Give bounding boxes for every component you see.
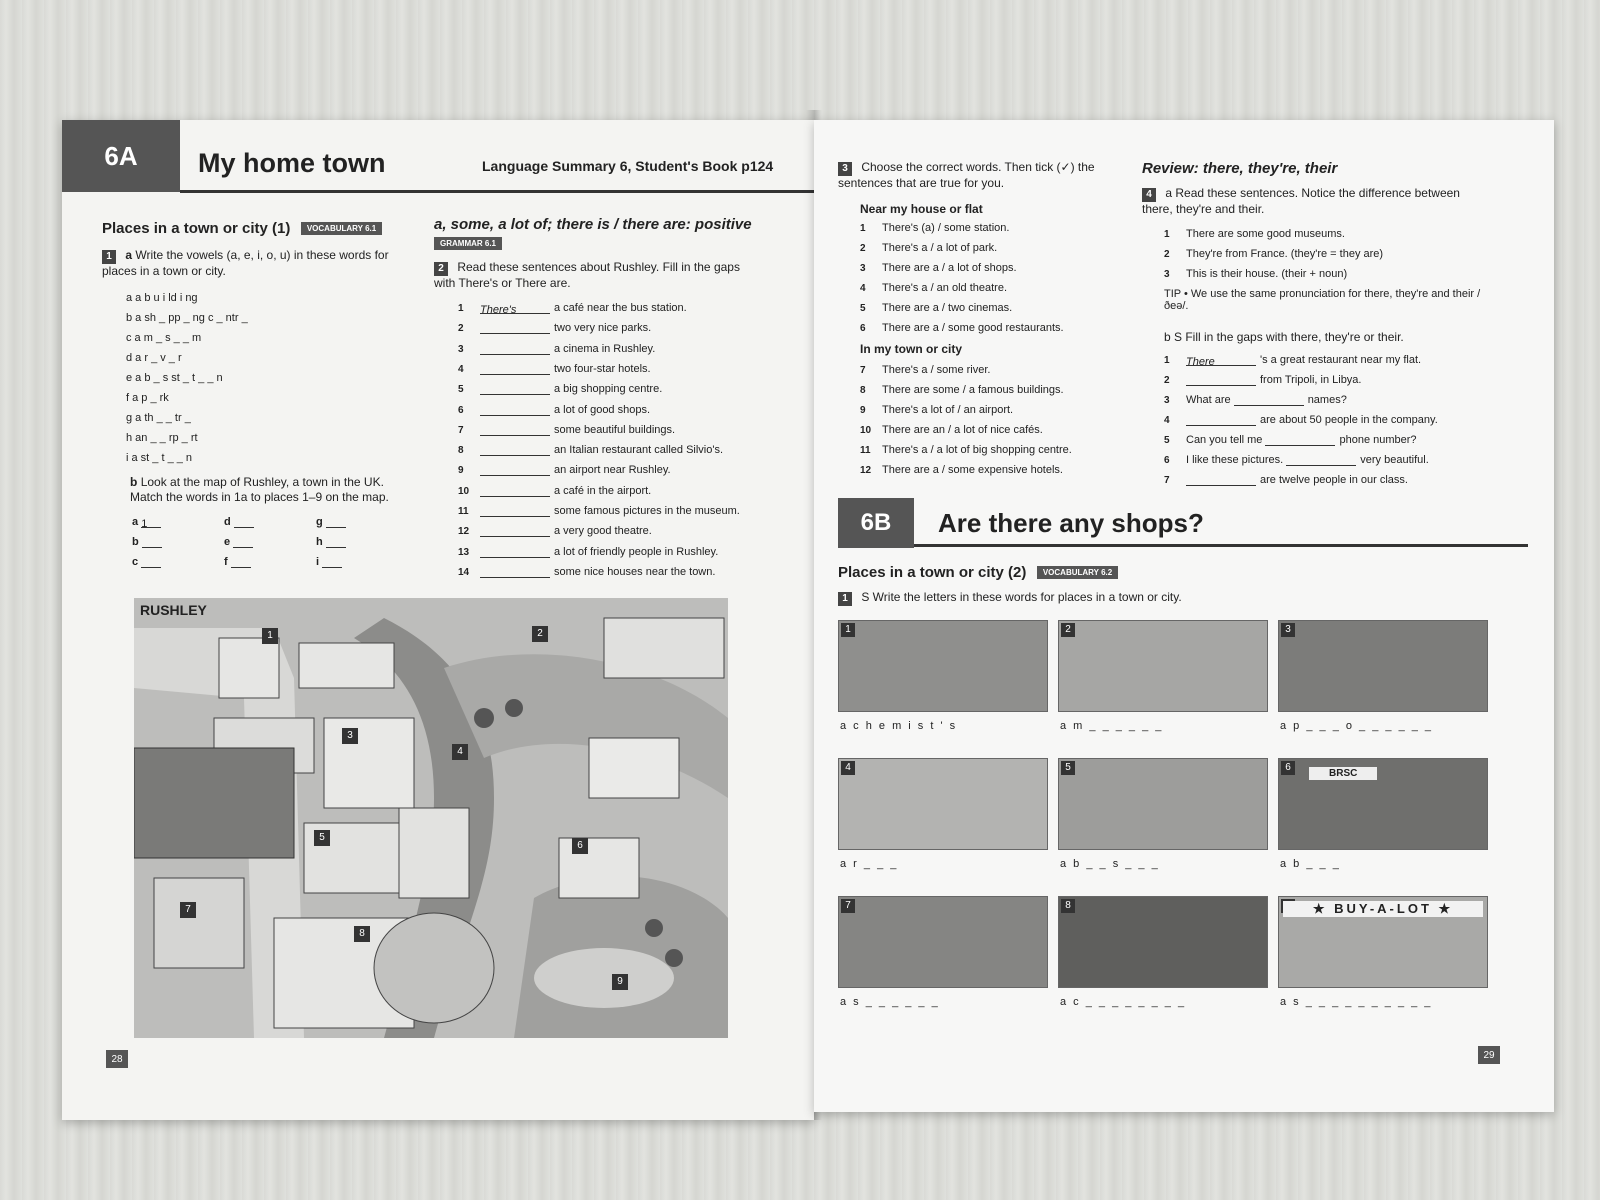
section-vocabulary-1 [102, 220, 402, 238]
answer-blank[interactable] [480, 568, 550, 578]
exercise-number: 3 [838, 162, 852, 176]
exercise-4a-item [1164, 248, 1383, 260]
exercise-1-6b [838, 590, 1182, 606]
item-text: There are a / a lot of shops. [882, 262, 1017, 274]
item-number: 4 [1164, 415, 1170, 426]
instruction: Look at the map of Rushley, a town in the UK. Match the words in 1a to places 1–9 on the map. [130, 475, 389, 504]
grammar-badge: GRAMMAR 6.1 [434, 237, 502, 250]
match-item [132, 516, 165, 528]
exercise-2-item [458, 424, 675, 436]
item-number: 2 [860, 243, 866, 254]
section-title: Places in a town or city (2) [838, 564, 1027, 581]
item-number: 12 [860, 465, 872, 476]
exercise-3-item [860, 384, 1064, 396]
item-number: 10 [458, 485, 470, 497]
exercise-3-item [860, 444, 1072, 456]
map-marker: 5 [314, 830, 330, 846]
picture-label[interactable]: a c h e m i s t ' s [840, 720, 958, 732]
answer-blank[interactable] [1265, 436, 1335, 446]
exercise-2-item [458, 505, 740, 517]
item-text: names? [1307, 394, 1347, 406]
section-title: a, some, a lot of; there is / there are: positive [434, 216, 752, 233]
item-number: 5 [860, 303, 866, 314]
map-marker: 7 [180, 902, 196, 918]
picture-label[interactable]: a m _ _ _ _ _ _ [1060, 720, 1164, 732]
exercise-4a-item [1164, 268, 1347, 280]
exercise-1a [102, 248, 402, 279]
item-text: two four-star hotels. [554, 362, 651, 375]
picture-number: 7 [841, 899, 855, 913]
subheading-near-home [860, 202, 983, 217]
exercise-3-item [860, 222, 1009, 234]
item-text: a very good theatre. [554, 525, 652, 538]
match-answer[interactable] [234, 518, 254, 528]
exercise-number: 1 [838, 592, 852, 606]
answer-blank[interactable] [1286, 456, 1356, 466]
map-marker: 6 [572, 838, 588, 854]
exercise-4b-item [1164, 354, 1421, 366]
bank-sign: BRSC [1309, 767, 1377, 780]
item-number: 5 [458, 384, 464, 396]
answer-blank[interactable] [1186, 376, 1256, 386]
item-number: 6 [458, 404, 464, 416]
map-title: RUSHLEY [140, 602, 207, 618]
answer-blank[interactable] [480, 426, 550, 436]
section-vocabulary-2 [838, 564, 1118, 582]
place-picture-2 [1058, 620, 1268, 712]
item-number: 13 [458, 546, 470, 558]
part-label: b [130, 475, 138, 489]
exercise-2-item [458, 444, 723, 456]
vowel-item: d a r _ v _ r [126, 352, 182, 364]
vowel-item: c a m _ s _ _ m [126, 332, 202, 344]
exercise-2 [434, 260, 764, 291]
picture-label[interactable]: a p _ _ _ o _ _ _ _ _ _ [1280, 720, 1434, 732]
vowel-item: g a th _ _ tr _ [126, 412, 191, 424]
exercise-4b: b S Fill in the gaps with there, they're or their. [1164, 330, 1404, 344]
item-number: 9 [458, 465, 464, 477]
vocabulary-badge: VOCABULARY 6.2 [1037, 566, 1118, 579]
place-picture-5 [1058, 758, 1268, 850]
picture-label[interactable]: a c _ _ _ _ _ _ _ _ [1060, 996, 1187, 1008]
item-text: some famous pictures in the museum. [554, 505, 740, 517]
exercise-number: 4 [1142, 188, 1156, 202]
item-number: 3 [458, 343, 464, 355]
exercise-4b-item [1164, 434, 1417, 446]
item-number: 1 [458, 303, 464, 314]
picture-label[interactable]: a b _ _ _ [1280, 858, 1341, 870]
left-page [62, 120, 814, 1120]
item-text: There are some good museums. [1186, 228, 1345, 240]
answer-blank[interactable] [1186, 476, 1256, 486]
item-number: 4 [458, 363, 464, 375]
exercise-4b-item [1164, 374, 1361, 386]
item-text: There's (a) / some station. [882, 222, 1010, 234]
item-number: 11 [860, 445, 871, 456]
match-letter: h [316, 536, 326, 548]
exercise-1b [130, 475, 400, 505]
unit-title: Are there any shops? [938, 508, 1204, 538]
item-text: a café near the bus station. [554, 302, 687, 314]
unit-header-6b [838, 498, 1528, 548]
match-letter: i [316, 556, 323, 568]
picture-number: 1 [841, 623, 855, 637]
match-item [224, 556, 255, 568]
exercise-4b-item [1164, 414, 1438, 426]
exercise-4a-item [1164, 228, 1345, 240]
map-marker: 9 [612, 974, 628, 990]
supermarket-sign: ★ BUY-A-LOT ★ [1283, 901, 1483, 917]
vowel-item: f a p _ rk [126, 392, 169, 404]
exercise-2-item [458, 383, 662, 395]
rushley-map [134, 598, 728, 1038]
item-text: They're from France. (they're = they are) [1186, 248, 1384, 260]
match-item [316, 536, 350, 548]
item-number: 1 [1164, 355, 1170, 366]
section-grammar-1 [434, 216, 764, 251]
answer-blank[interactable] [480, 446, 550, 456]
match-item [132, 536, 166, 548]
place-picture-8 [1058, 896, 1268, 988]
item-text: a big shopping centre. [554, 383, 663, 396]
item-text: There's a / an old theatre. [882, 282, 1008, 294]
match-answer[interactable] [141, 558, 161, 568]
item-number: 3 [1164, 269, 1170, 280]
item-number: 6 [1164, 455, 1170, 466]
place-picture-7 [838, 896, 1048, 988]
answer-blank[interactable] [480, 487, 550, 497]
map-marker: 3 [342, 728, 358, 744]
exercise-3-item [860, 464, 1063, 476]
item-number: 5 [1164, 435, 1170, 446]
picture-number: 2 [1061, 623, 1075, 637]
item-text: This is their house. (their + noun) [1186, 268, 1348, 280]
match-answer[interactable] [326, 518, 346, 528]
right-page [814, 120, 1554, 1112]
item-text: a lot of good shops. [554, 403, 651, 416]
item-text: are twelve people in our class. [1260, 474, 1408, 486]
match-answer[interactable]: 1 [141, 518, 161, 528]
match-letter: f [224, 556, 231, 568]
unit-header [62, 120, 814, 192]
match-letter: b [132, 536, 142, 548]
exercise-2-item [458, 322, 651, 334]
item-number: 2 [1164, 375, 1170, 386]
review-title: Review: there, they're, their [1142, 160, 1338, 177]
place-picture-6 [1278, 758, 1488, 850]
page-number: 28 [106, 1050, 128, 1068]
exercise-2-item [458, 525, 652, 537]
part-label: a [125, 248, 133, 262]
match-answer[interactable] [142, 538, 162, 548]
subheading-text: Near my house or flat [860, 202, 983, 216]
exercise-4b-item [1164, 454, 1429, 466]
page-number: 29 [1478, 1046, 1500, 1064]
exercise-3-item [860, 242, 997, 254]
match-item [316, 516, 350, 528]
vowel-item: b a sh _ pp _ ng c _ ntr _ [126, 312, 248, 324]
item-number: 7 [1164, 475, 1170, 486]
exercise-number: 1 [102, 250, 116, 264]
item-number: 8 [458, 445, 464, 457]
item-number: 8 [860, 385, 866, 396]
exercise-2-item [458, 404, 650, 416]
item-number: 2 [458, 323, 464, 335]
item-prefix: I like these pictures. [1186, 454, 1287, 466]
item-text: There's a / a lot of park. [882, 242, 998, 254]
item-text: an airport near Rushley. [554, 464, 671, 477]
instruction: Read these sentences about Rushley. Fill in the gaps with There's or There are. [434, 260, 740, 290]
item-prefix: What are [1186, 394, 1234, 406]
item-text: a lot of friendly people in Rushley. [554, 545, 719, 558]
exercise-4b-item [1164, 474, 1408, 486]
match-item [224, 536, 257, 548]
item-prefix: Can you tell me [1186, 434, 1266, 446]
exercise-2-item [458, 485, 651, 497]
vocabulary-badge: VOCABULARY 6.1 [301, 222, 382, 235]
map-marker: 8 [354, 926, 370, 942]
answer-blank[interactable] [480, 466, 550, 476]
item-number: 9 [860, 405, 866, 416]
header-rule [180, 190, 814, 193]
match-answer[interactable] [231, 558, 251, 568]
match-answer[interactable] [326, 538, 346, 548]
exercise-3-item [860, 282, 1007, 294]
instruction: S Write the letters in these words for places in a town or city. [861, 590, 1182, 604]
map-illustration [134, 598, 728, 1038]
instruction: Choose the correct words. Then tick (✓) the sentences that are true for you. [838, 160, 1095, 190]
exercise-2-item [458, 566, 715, 578]
answer-blank[interactable] [480, 324, 550, 334]
unit-code: 6B [838, 498, 914, 548]
item-text: There are a / some expensive hotels. [882, 464, 1063, 476]
picture-number: 6 [1281, 761, 1295, 775]
picture-label[interactable]: a b _ _ s _ _ _ [1060, 858, 1160, 870]
answer-blank[interactable]: There [1186, 356, 1256, 366]
exercise-3-item [860, 262, 1017, 274]
answer-blank[interactable] [480, 548, 550, 558]
picture-number: 5 [1061, 761, 1075, 775]
place-picture-1 [838, 620, 1048, 712]
item-number: 11 [458, 506, 469, 517]
exercise-3-item [860, 424, 1043, 436]
exercise-number: 2 [434, 262, 448, 276]
match-item [224, 516, 258, 528]
answer-blank[interactable] [480, 406, 550, 416]
tip: TIP • We use the same pronunciation for there, they're and their /ðeə/. [1164, 288, 1481, 312]
exercise-3 [838, 160, 1128, 191]
match-letter: a [132, 516, 142, 528]
item-text: very beautiful. [1360, 454, 1429, 466]
unit-title: My home town [198, 148, 386, 178]
answer-blank[interactable]: There's [480, 304, 550, 314]
item-number: 3 [860, 263, 866, 274]
item-text: There are some / a famous buildings. [882, 384, 1064, 396]
section-title: Places in a town or city (1) [102, 220, 291, 237]
item-number: 10 [860, 425, 872, 436]
item-number: 4 [860, 283, 866, 294]
item-number: 14 [458, 566, 470, 578]
header-rule [914, 544, 1528, 547]
exercise-2-item [458, 546, 718, 558]
item-text: There are a / some good restaurants. [882, 322, 1064, 334]
exercise-2-item [458, 363, 651, 375]
exercise-3-item [860, 322, 1064, 334]
place-picture-4 [838, 758, 1048, 850]
answer-blank[interactable] [480, 507, 550, 517]
picture-number: 8 [1061, 899, 1075, 913]
match-item [132, 556, 165, 568]
exercise-3-item [860, 364, 990, 376]
match-letter: c [132, 556, 142, 568]
item-number: 6 [860, 323, 866, 334]
item-text: some nice houses near the town. [554, 565, 716, 578]
item-number: 7 [860, 365, 866, 376]
vowel-item: h an _ _ rp _ rt [126, 432, 198, 444]
instruction: a Read these sentences. Notice the difference between there, they're and their. [1142, 186, 1460, 216]
place-picture-9 [1278, 896, 1488, 988]
match-letter: d [224, 516, 234, 528]
item-text: from Tripoli, in Libya. [1260, 374, 1362, 386]
place-picture-3 [1278, 620, 1488, 712]
item-text: two very nice parks. [554, 322, 652, 335]
answer-blank[interactable] [480, 385, 550, 395]
item-text: There are a / two cinemas. [882, 302, 1013, 314]
answer-blank[interactable] [480, 527, 550, 537]
exercise-4b-item [1164, 394, 1347, 406]
item-number: 7 [458, 424, 464, 436]
match-letter: g [316, 516, 326, 528]
item-text: There are an / a lot of nice cafés. [882, 424, 1043, 436]
answer-blank[interactable] [1234, 396, 1304, 406]
match-answer[interactable] [233, 538, 253, 548]
item-number: 1 [860, 223, 866, 234]
item-text: There's a / a lot of big shopping centre. [882, 444, 1072, 456]
map-marker: 4 [452, 744, 468, 760]
instruction: Write the vowels (a, e, i, o, u) in these words for places in a town or city. [102, 248, 389, 278]
subheading-text: In my town or city [860, 342, 963, 356]
exercise-2-item [458, 464, 671, 476]
exercise-2-item [458, 343, 655, 355]
exercise-4a [1142, 186, 1472, 217]
item-text: a café in the airport. [554, 484, 652, 497]
picture-number: 4 [841, 761, 855, 775]
unit-reference: Language Summary 6, Student's Book p124 [482, 158, 774, 174]
item-text: There's a lot of / an airport. [882, 404, 1014, 416]
subheading-town [860, 342, 962, 357]
answer-blank[interactable] [480, 345, 550, 355]
vowel-item: e a b _ s st _ t _ _ n [126, 372, 223, 384]
match-item [316, 556, 346, 568]
item-number: 1 [1164, 229, 1170, 240]
item-number: 3 [1164, 395, 1170, 406]
answer-blank[interactable] [1186, 416, 1256, 426]
item-text: a cinema in Rushley. [554, 342, 656, 355]
match-letter: e [224, 536, 234, 548]
item-text: some beautiful buildings. [554, 423, 676, 436]
item-number: 2 [1164, 249, 1170, 260]
answer-blank[interactable] [480, 365, 550, 375]
item-text: 's a great restaurant near my flat. [1260, 354, 1422, 366]
item-text: phone number? [1339, 434, 1417, 446]
item-text: an Italian restaurant called Silvio's. [554, 444, 724, 457]
item-text: are about 50 people in the company. [1260, 414, 1438, 426]
exercise-3-item [860, 302, 1012, 314]
item-number: 12 [458, 526, 470, 538]
picture-label[interactable]: a s _ _ _ _ _ _ [840, 996, 940, 1008]
picture-number: 3 [1281, 623, 1295, 637]
vowel-item: i a st _ t _ _ n [126, 452, 193, 464]
unit-code: 6A [62, 120, 180, 192]
exercise-3-item [860, 404, 1013, 416]
picture-label[interactable]: a r _ _ _ [840, 858, 899, 870]
item-text: There's a / some river. [882, 364, 991, 376]
map-marker: 2 [532, 626, 548, 642]
exercise-2-item [458, 302, 687, 314]
vowel-item: a a b u i ld i ng [126, 292, 198, 304]
match-answer[interactable] [322, 558, 342, 568]
picture-label[interactable]: a s _ _ _ _ _ _ _ _ _ _ [1280, 996, 1433, 1008]
map-marker: 1 [262, 628, 278, 644]
